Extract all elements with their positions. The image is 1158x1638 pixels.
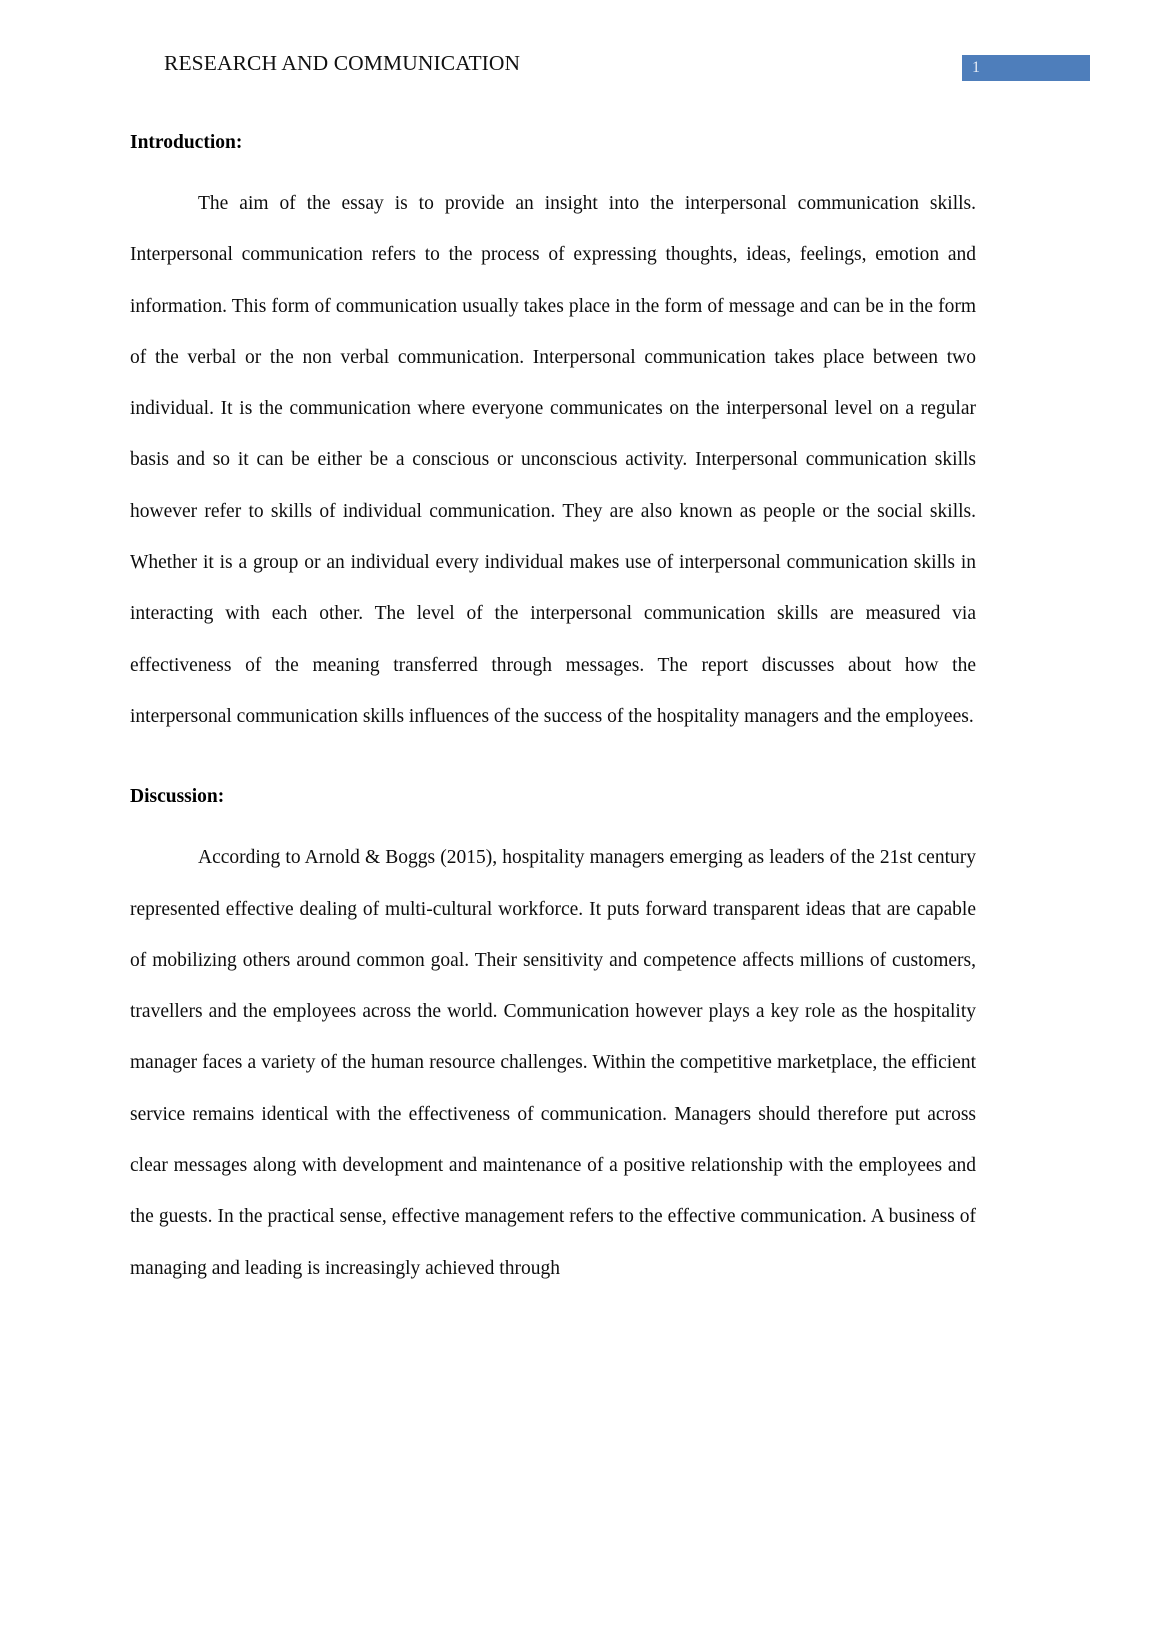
page-header (0, 48, 1158, 88)
running-header-title: RESEARCH AND COMMUNICATION (164, 51, 521, 75)
section-heading-discussion: Discussion: (130, 786, 225, 808)
page-number-value: 1 (972, 59, 980, 76)
page-number-badge (962, 55, 1090, 81)
paragraph-discussion: According to Arnold & Boggs (2015), hospitality managers emerging as leaders of the 21st century represented effective dealing of multi-cultural workforce. It puts forward transparent ideas that are capable of mobilizing others around common goal. Their sensitivity and competence affects millions of customers, travellers and the employees across the world. Communication however plays a key role as the hospitality manager faces a variety of the human resource challenges. Within the competitive marketplace, the efficient service remains identical with the effectiveness of communication. Managers should therefore put across clear messages along with development and maintenance of a positive relationship with the employees and the guests. In the practical sense, effective management refers to the effective communication. A business of managing and leading is increasingly achieved through (130, 847, 976, 1279)
document-body (130, 128, 976, 1294)
paragraph-introduction: The aim of the essay is to provide an insight into the interpersonal communication skills. Interpersonal communication refers to the process of expressing thoughts, ideas, feelings, emotion and information. This form of communication usually takes place in the form of message and can be in the form of the verbal or the non verbal communication. Interpersonal communication takes place between two individual. It is the communication where everyone communicates on the interpersonal level on a regular basis and so it can be either be a conscious or unconscious activity. Interpersonal communication skills however refer to skills of individual communication. They are also known as people or the social skills. Whether it is a group or an individual every individual makes use of interpersonal communication skills in interacting with each other. The level of the interpersonal communication skills are measured via effectiveness of the meaning transferred through messages. The report discusses about how the interpersonal communication skills influences of the success of the hospitality managers and the employees. (130, 193, 976, 727)
section-heading-introduction: Introduction: (130, 132, 243, 153)
